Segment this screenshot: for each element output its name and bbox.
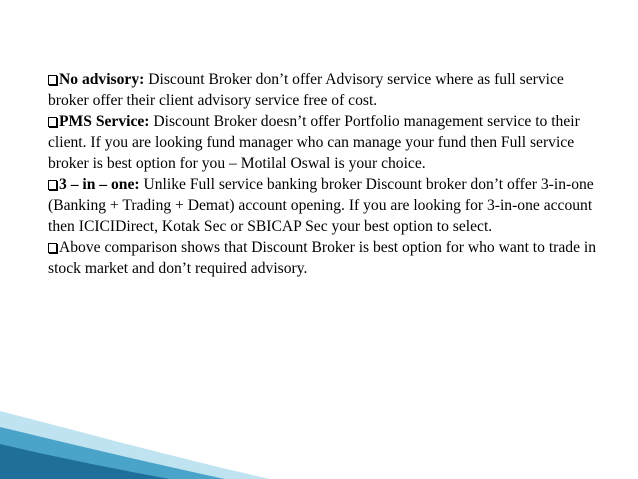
bullet-text: Discount Broker doesn’t offer Portfolio management service to their client. If you are looking fund manager who can manage your fund then Full service broker is best option for you – Motilal Oswal is your choice. bbox=[48, 113, 580, 172]
slide-body bbox=[48, 69, 608, 279]
bullet-item-conclusion bbox=[48, 237, 608, 279]
bullet-text: Discount Broker don’t offer Advisory service where as full service broker offer their client advisory service free of cost. bbox=[48, 71, 564, 109]
bullet-item-pms-service bbox=[48, 111, 608, 174]
bullet-lead: 3 – in – one: bbox=[59, 176, 140, 193]
checkbox-bullet-icon bbox=[48, 180, 57, 190]
bullet-lead: PMS Service: bbox=[59, 113, 150, 130]
bullet-item-no-advisory bbox=[48, 69, 608, 111]
corner-wave-decoration bbox=[0, 389, 638, 479]
checkbox-bullet-icon bbox=[48, 117, 57, 127]
checkbox-bullet-icon bbox=[48, 75, 57, 85]
checkbox-bullet-icon bbox=[48, 243, 57, 253]
bullet-text: Unlike Full service banking broker Discount broker don’t offer 3-in-one (Banking + Trading + Demat) account opening. If you are looking for 3-in-one account then ICICIDirect, Kotak Sec or SBICAP Sec your best option to select. bbox=[48, 176, 594, 235]
bullet-text: Above comparison shows that Discount Broker is best option for who want to trade in stock market and don’t required advisory. bbox=[48, 239, 597, 277]
bullet-item-3-in-one bbox=[48, 174, 608, 237]
bullet-lead: No advisory: bbox=[59, 71, 145, 88]
